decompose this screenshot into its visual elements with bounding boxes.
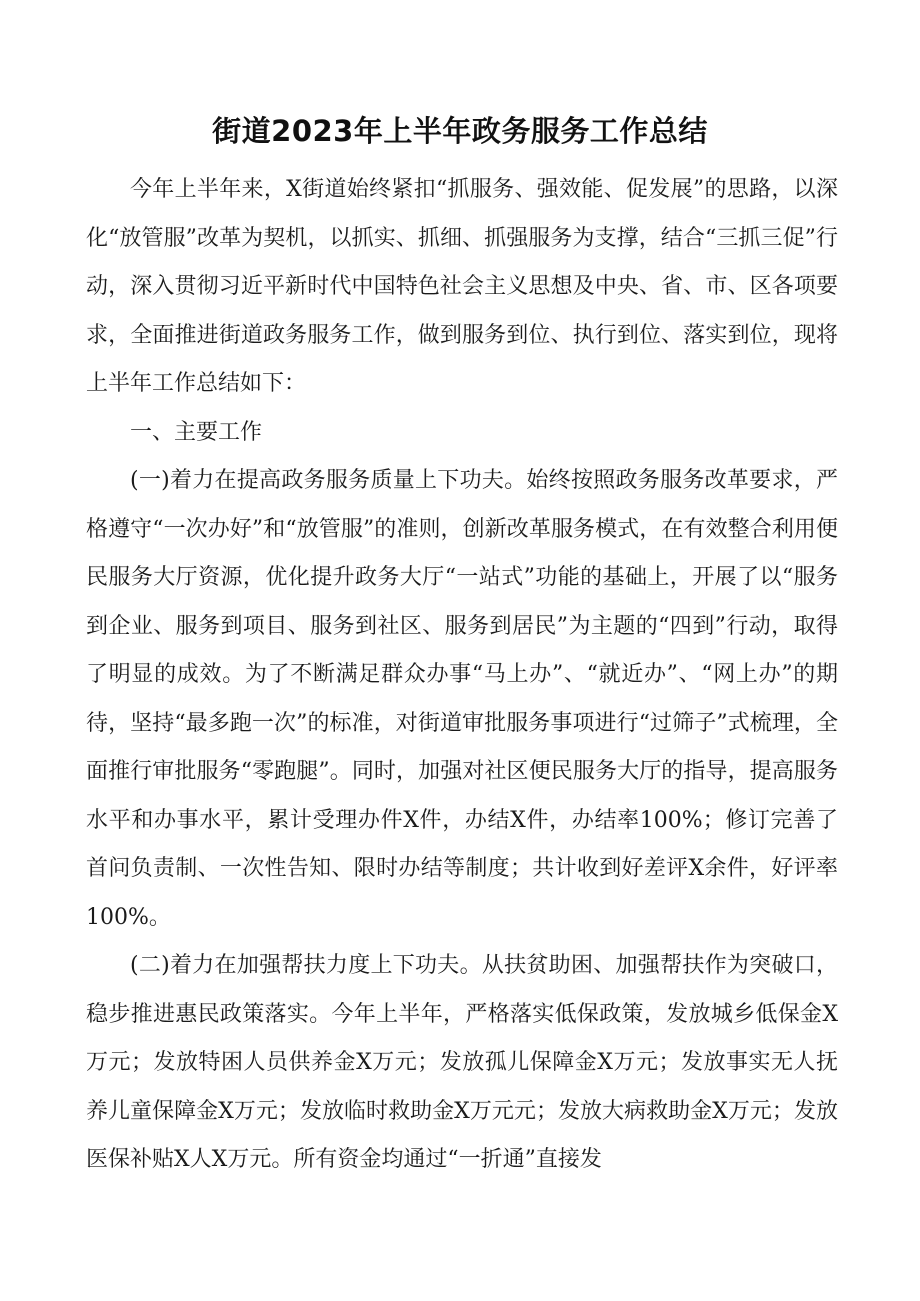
item-paragraph-1: (一)着力在提高政务服务质量上下功夫。始终按照政务服务改革要求，严格遵守“一次办好”和“放管服”的准则，创新改革服务模式，在有效整合利用便民服务大厅资源，优化提升政务大厅“一站式”功能的基础上，开展了以“服务到企业、服务到项目、服务到社区、服务到居民”为主题的“四到”行动，取得了明显的成效。为了不断满足群众办事“马上办”、“就近办”、“网上办”的期待，坚持“最多跑一次”的标准，对街道审批服务事项进行“过筛子”式梳理，全面推行审批服务“零跑腿”。同时，加强对社区便民服务大厅的指导，提高服务水平和办事水平，累计受理办件X件，办结X件，办结率100%；修订完善了首问负责制、一次性告知、限时办结等制度；共计收到好差评X余件，好评率100%。 — [86, 468, 838, 930]
intro-paragraph: 今年上半年来，X街道始终紧扣“抓服务、强效能、促发展”的思路，以深化“放管服”改革为契机，以抓实、抓细、抓强服务为支撑，结合“三抓三促”行动，深入贯彻习近平新时代中国特色社会主义思想及中央、省、市、区各项要求，全面推进街道政务服务工作，做到服务到位、执行到位、落实到位，现将上半年工作总结如下： — [86, 177, 838, 396]
document-body — [86, 166, 838, 1185]
section-heading-main-work: 一、主要工作 — [130, 419, 263, 445]
item-paragraph-2: (二)着力在加强帮扶力度上下功夫。从扶贫助困、加强帮扶作为突破口，稳步推进惠民政策落实。今年上半年，严格落实低保政策，发放城乡低保金X万元；发放特困人员供养金X万元；发放孤儿保障金X万元；发放事实无人抚养儿童保障金X万元；发放临时救助金X万元元；发放大病救助金X万元；发放医保补贴X人X万元。所有资金均通过“一折通”直接发 — [86, 953, 838, 1172]
document-title: 街道2023年上半年政务服务工作总结 — [212, 114, 708, 148]
